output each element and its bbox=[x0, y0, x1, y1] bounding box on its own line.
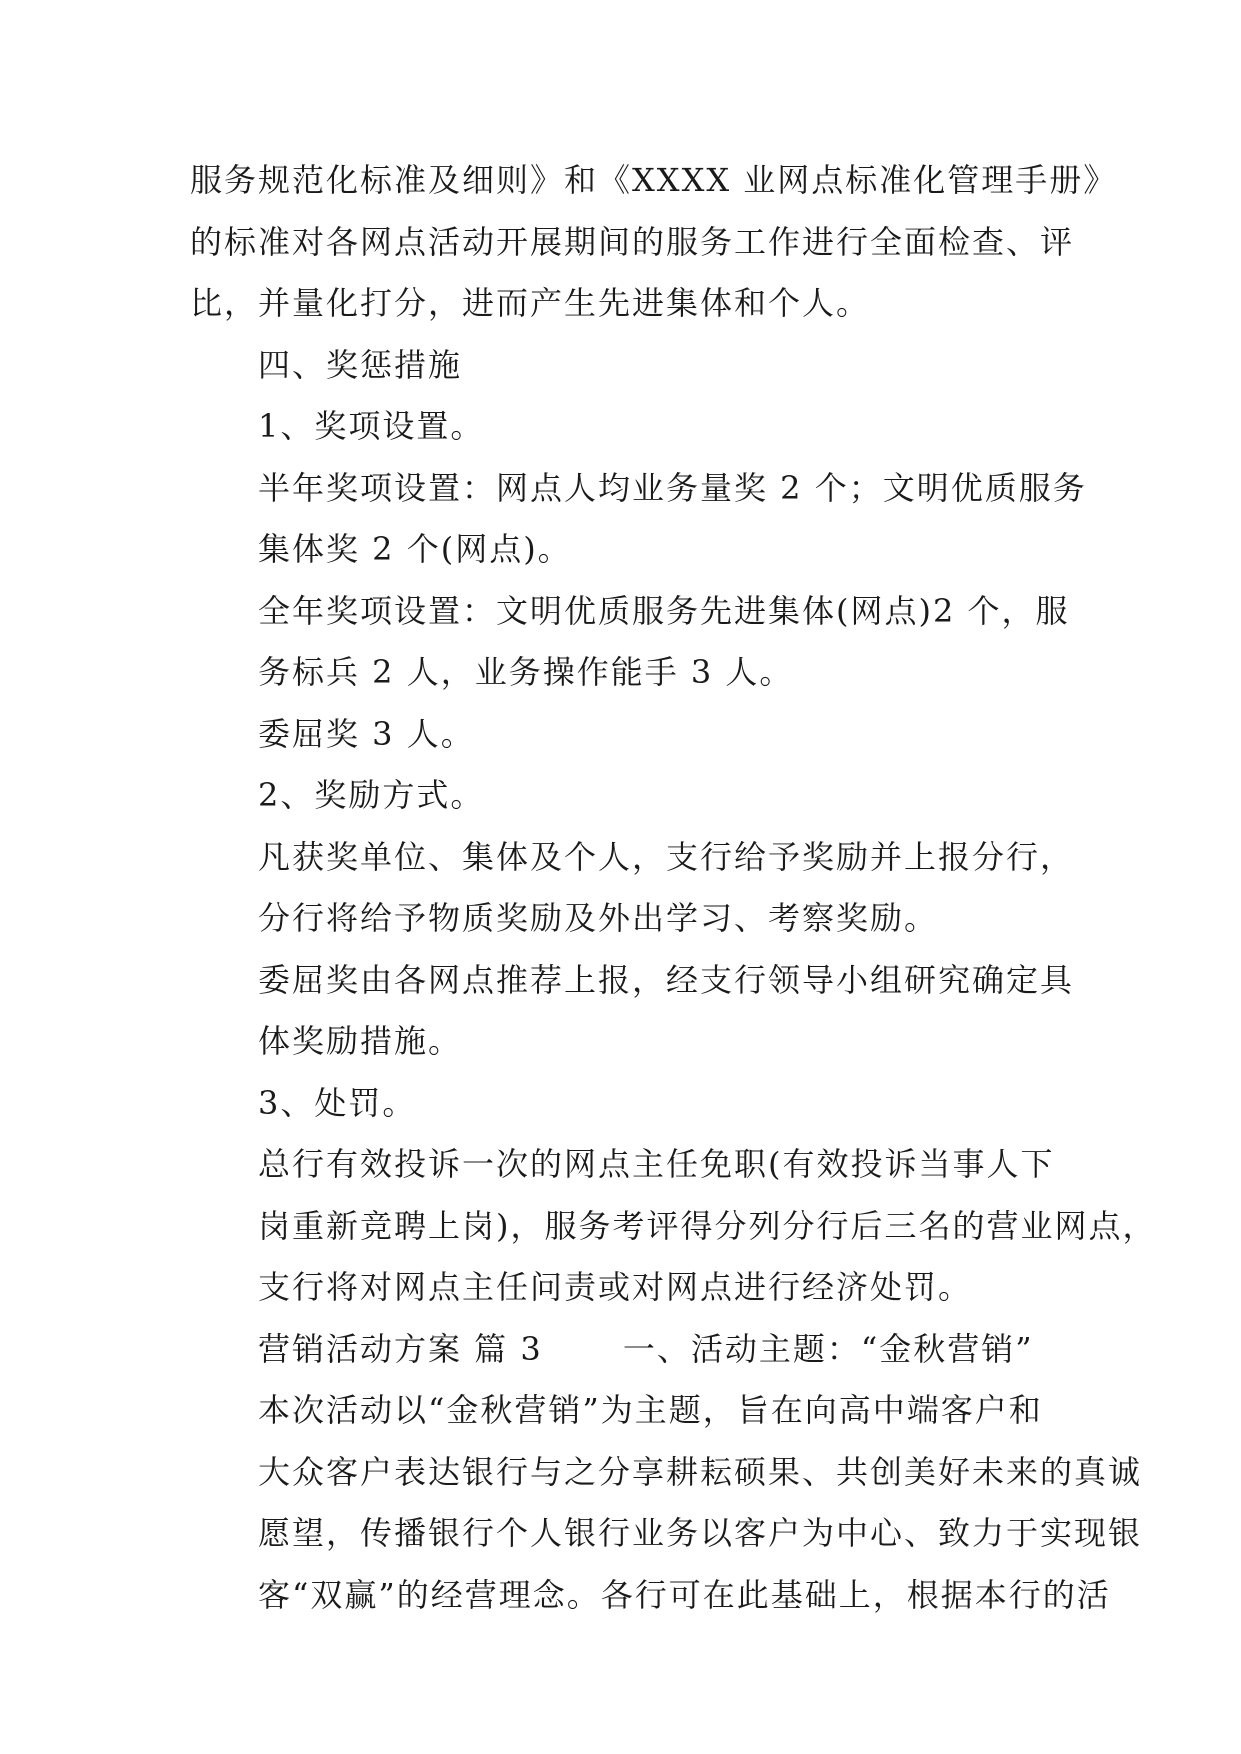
paragraph bbox=[190, 1134, 1157, 1319]
text-line: 全年奖项设置：文明优质服务先进集体(网点)2 个，服 bbox=[258, 591, 1070, 630]
paragraph bbox=[190, 950, 1075, 1073]
paragraph bbox=[190, 581, 1070, 704]
text-line: 服务规范化标准及细则》和《XXXX 业网点标准化管理手册》 bbox=[190, 161, 1118, 199]
text-line: 四、奖惩措施 bbox=[258, 345, 463, 384]
paragraph bbox=[190, 765, 1060, 827]
text-line: 本次活动以“金秋营销”为主题，旨在向高中端客户和 bbox=[258, 1391, 1043, 1429]
document-body bbox=[190, 150, 1157, 1626]
text-line: 总行有效投诉一次的网点主任免职(有效投诉当事人下 bbox=[258, 1145, 1055, 1183]
text-line: 支行将对网点主任问责或对网点进行经济处罚。 bbox=[258, 1268, 973, 1306]
text-line: 委屈奖由各网点推荐上报，经支行领导小组研究确定具 bbox=[258, 960, 1075, 999]
paragraph bbox=[190, 396, 1060, 458]
text-line: 分行将给予物质奖励及外出学习、考察奖励。 bbox=[258, 899, 939, 937]
paragraph bbox=[190, 1319, 1060, 1381]
text-line: 1、奖项设置。 bbox=[258, 407, 485, 445]
text-line: 体奖励措施。 bbox=[258, 1022, 463, 1060]
paragraph bbox=[190, 458, 1087, 581]
text-line: 半年奖项设置：网点人均业务量奖 2 个；文明优质服务 bbox=[258, 468, 1087, 507]
text-line: 营销活动方案 篇 3 一、活动主题：“金秋营销” bbox=[258, 1329, 1034, 1368]
text-line: 岗重新竞聘上岗)，服务考评得分列分行后三名的营业网点， bbox=[258, 1206, 1157, 1245]
text-line: 集体奖 2 个(网点)。 bbox=[258, 530, 572, 568]
paragraph bbox=[190, 827, 1075, 950]
paragraph bbox=[190, 704, 1060, 766]
text-line: 的标准对各网点活动开展期间的服务工作进行全面检查、评 bbox=[190, 222, 1075, 261]
text-line: 2、奖励方式。 bbox=[258, 776, 485, 814]
paragraph bbox=[190, 1380, 1143, 1626]
text-line: 委屈奖 3 人。 bbox=[258, 714, 475, 753]
text-line: 比，并量化打分，进而产生先进集体和个人。 bbox=[190, 284, 871, 322]
text-line: 愿望，传播银行个人银行业务以客户为中心、致力于实现银 bbox=[258, 1514, 1143, 1552]
paragraph bbox=[190, 1073, 1060, 1135]
text-line: 务标兵 2 人，业务操作能手 3 人。 bbox=[258, 653, 794, 691]
paragraph bbox=[190, 150, 1118, 335]
text-line: 客“双赢”的经营理念。各行可在此基础上，根据本行的活 bbox=[258, 1575, 1111, 1614]
paragraph bbox=[190, 335, 1060, 397]
text-line: 大众客户表达银行与之分享耕耘硕果、共创美好未来的真诚 bbox=[258, 1452, 1143, 1491]
text-line: 3、处罚。 bbox=[258, 1083, 417, 1122]
text-line: 凡获奖单位、集体及个人，支行给予奖励并上报分行， bbox=[258, 837, 1075, 876]
